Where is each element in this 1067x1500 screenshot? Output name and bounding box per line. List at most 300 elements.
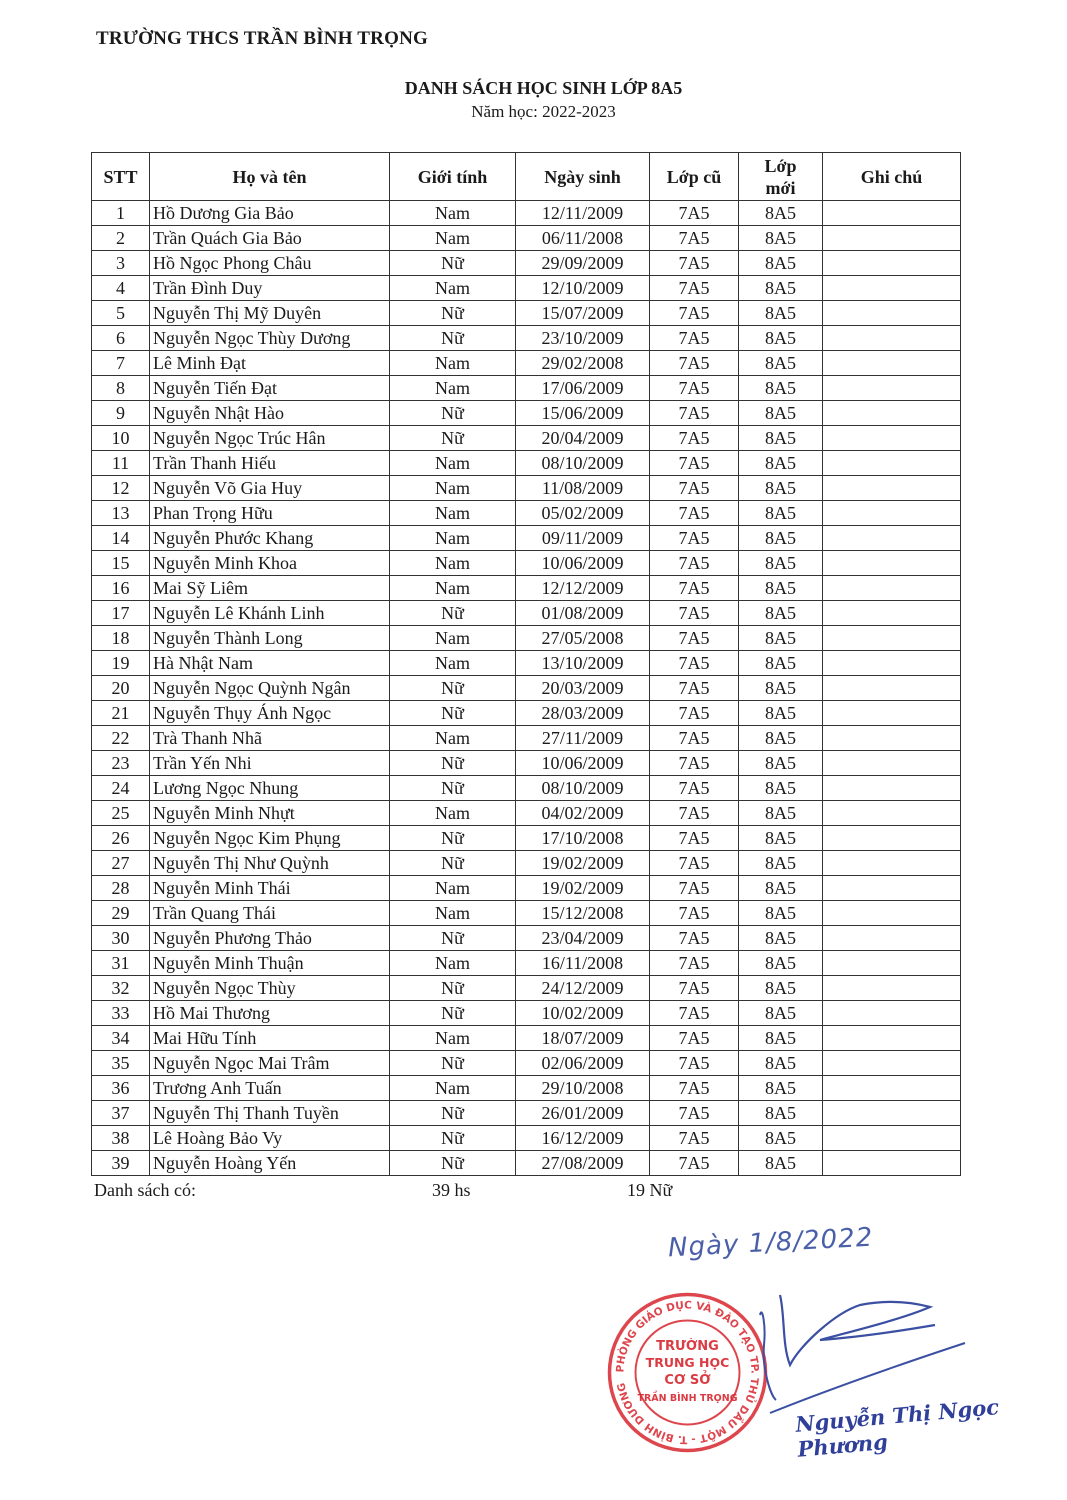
cell-gender: Nam [390, 376, 516, 401]
cell-note [823, 976, 961, 1001]
cell-note [823, 851, 961, 876]
table-row [92, 476, 961, 501]
cell-gender: Nam [390, 876, 516, 901]
cell-new-class: 8A5 [739, 576, 823, 601]
student-table [91, 152, 961, 1176]
cell-gender: Nữ [390, 826, 516, 851]
cell-gender: Nữ [390, 301, 516, 326]
cell-name: Trần Yến Nhi [150, 751, 390, 776]
cell-old-class: 7A5 [650, 501, 739, 526]
cell-dob: 10/06/2009 [516, 551, 650, 576]
cell-old-class: 7A5 [650, 626, 739, 651]
cell-old-class: 7A5 [650, 1026, 739, 1051]
cell-new-class: 8A5 [739, 201, 823, 226]
header-new-class-line2: mới [765, 177, 796, 198]
cell-dob: 12/11/2009 [516, 201, 650, 226]
cell-old-class: 7A5 [650, 476, 739, 501]
cell-dob: 13/10/2009 [516, 651, 650, 676]
cell-name: Phan Trọng Hữu [150, 501, 390, 526]
table-row [92, 376, 961, 401]
cell-old-class: 7A5 [650, 551, 739, 576]
cell-note [823, 801, 961, 826]
cell-old-class: 7A5 [650, 976, 739, 1001]
cell-old-class: 7A5 [650, 576, 739, 601]
cell-dob: 23/10/2009 [516, 326, 650, 351]
signer-name: Nguyễn Thị Ngọc Phương [794, 1394, 1000, 1462]
cell-old-class: 7A5 [650, 701, 739, 726]
cell-new-class: 8A5 [739, 551, 823, 576]
cell-name: Nguyễn Nhật Hào [150, 401, 390, 426]
cell-stt: 8 [92, 376, 150, 401]
cell-old-class: 7A5 [650, 726, 739, 751]
cell-name: Nguyễn Thành Long [150, 626, 390, 651]
header-gender: Giới tính [390, 153, 516, 201]
table-row [92, 501, 961, 526]
cell-dob: 20/03/2009 [516, 676, 650, 701]
cell-note [823, 551, 961, 576]
cell-new-class: 8A5 [739, 676, 823, 701]
cell-dob: 29/10/2008 [516, 1076, 650, 1101]
cell-name: Trần Quang Thái [150, 901, 390, 926]
cell-new-class: 8A5 [739, 926, 823, 951]
cell-stt: 28 [92, 876, 150, 901]
cell-dob: 26/01/2009 [516, 1101, 650, 1126]
cell-stt: 5 [92, 301, 150, 326]
cell-note [823, 576, 961, 601]
cell-new-class: 8A5 [739, 251, 823, 276]
cell-note [823, 876, 961, 901]
table-body [92, 201, 961, 1176]
cell-old-class: 7A5 [650, 1051, 739, 1076]
cell-old-class: 7A5 [650, 276, 739, 301]
cell-old-class: 7A5 [650, 401, 739, 426]
cell-new-class: 8A5 [739, 951, 823, 976]
cell-gender: Nữ [390, 776, 516, 801]
cell-name: Nguyễn Hoàng Yến [150, 1151, 390, 1176]
cell-note [823, 476, 961, 501]
cell-note [823, 401, 961, 426]
cell-note [823, 951, 961, 976]
cell-gender: Nữ [390, 251, 516, 276]
cell-gender: Nữ [390, 326, 516, 351]
summary-total: 39 hs [432, 1180, 471, 1200]
summary-label: Danh sách có: [94, 1180, 196, 1200]
cell-name: Lương Ngọc Nhung [150, 776, 390, 801]
cell-name: Nguyễn Phước Khang [150, 526, 390, 551]
cell-gender: Nam [390, 476, 516, 501]
cell-gender: Nữ [390, 1126, 516, 1151]
cell-dob: 08/10/2009 [516, 776, 650, 801]
cell-dob: 15/07/2009 [516, 301, 650, 326]
cell-old-class: 7A5 [650, 776, 739, 801]
cell-new-class: 8A5 [739, 1126, 823, 1151]
cell-new-class: 8A5 [739, 626, 823, 651]
cell-gender: Nữ [390, 1101, 516, 1126]
cell-gender: Nữ [390, 701, 516, 726]
cell-stt: 30 [92, 926, 150, 951]
cell-dob: 27/11/2009 [516, 726, 650, 751]
cell-note [823, 1126, 961, 1151]
seal-line-2: TRUNG HỌC [645, 1355, 730, 1370]
table-row [92, 901, 961, 926]
cell-gender: Nữ [390, 751, 516, 776]
cell-new-class: 8A5 [739, 751, 823, 776]
cell-note [823, 426, 961, 451]
cell-old-class: 7A5 [650, 926, 739, 951]
cell-stt: 13 [92, 501, 150, 526]
cell-old-class: 7A5 [650, 1151, 739, 1176]
cell-new-class: 8A5 [739, 451, 823, 476]
cell-stt: 32 [92, 976, 150, 1001]
cell-dob: 17/06/2009 [516, 376, 650, 401]
table-row [92, 876, 961, 901]
cell-new-class: 8A5 [739, 1151, 823, 1176]
cell-dob: 08/10/2009 [516, 451, 650, 476]
cell-dob: 15/06/2009 [516, 401, 650, 426]
cell-stt: 7 [92, 351, 150, 376]
cell-dob: 11/08/2009 [516, 476, 650, 501]
cell-name: Nguyễn Lê Khánh Linh [150, 601, 390, 626]
cell-new-class: 8A5 [739, 226, 823, 251]
cell-note [823, 1026, 961, 1051]
cell-name: Nguyễn Ngọc Quỳnh Ngân [150, 676, 390, 701]
cell-note [823, 251, 961, 276]
cell-new-class: 8A5 [739, 801, 823, 826]
cell-stt: 31 [92, 951, 150, 976]
cell-dob: 16/12/2009 [516, 1126, 650, 1151]
cell-stt: 22 [92, 726, 150, 751]
cell-old-class: 7A5 [650, 1126, 739, 1151]
cell-old-class: 7A5 [650, 876, 739, 901]
table-row [92, 201, 961, 226]
table-row [92, 276, 961, 301]
header-notes: Ghi chú [823, 153, 961, 201]
cell-new-class: 8A5 [739, 901, 823, 926]
table-row [92, 576, 961, 601]
cell-dob: 09/11/2009 [516, 526, 650, 551]
cell-old-class: 7A5 [650, 651, 739, 676]
cell-note [823, 1101, 961, 1126]
cell-name: Hồ Mai Thương [150, 1001, 390, 1026]
cell-old-class: 7A5 [650, 376, 739, 401]
cell-gender: Nam [390, 276, 516, 301]
cell-dob: 01/08/2009 [516, 601, 650, 626]
cell-note [823, 1001, 961, 1026]
cell-gender: Nữ [390, 976, 516, 1001]
cell-new-class: 8A5 [739, 301, 823, 326]
cell-name: Nguyễn Thị Như Quỳnh [150, 851, 390, 876]
cell-name: Nguyễn Tiến Đạt [150, 376, 390, 401]
cell-name: Trà Thanh Nhã [150, 726, 390, 751]
cell-old-class: 7A5 [650, 601, 739, 626]
cell-stt: 18 [92, 626, 150, 651]
cell-new-class: 8A5 [739, 1076, 823, 1101]
cell-name: Lê Minh Đạt [150, 351, 390, 376]
cell-dob: 27/08/2009 [516, 1151, 650, 1176]
table-row [92, 526, 961, 551]
cell-stt: 3 [92, 251, 150, 276]
cell-note [823, 501, 961, 526]
cell-dob: 12/10/2009 [516, 276, 650, 301]
cell-old-class: 7A5 [650, 751, 739, 776]
cell-stt: 20 [92, 676, 150, 701]
table-row [92, 626, 961, 651]
cell-old-class: 7A5 [650, 826, 739, 851]
cell-stt: 9 [92, 401, 150, 426]
cell-dob: 29/02/2008 [516, 351, 650, 376]
cell-name: Trương Anh Tuấn [150, 1076, 390, 1101]
cell-gender: Nữ [390, 1051, 516, 1076]
cell-stt: 21 [92, 701, 150, 726]
cell-gender: Nam [390, 226, 516, 251]
cell-note [823, 1051, 961, 1076]
cell-dob: 18/07/2009 [516, 1026, 650, 1051]
seal-line-3: CƠ SỞ [664, 1373, 711, 1388]
table-row [92, 1076, 961, 1101]
cell-note [823, 776, 961, 801]
cell-gender: Nam [390, 801, 516, 826]
cell-dob: 12/12/2009 [516, 576, 650, 601]
cell-name: Nguyễn Thị Mỹ Duyên [150, 301, 390, 326]
cell-gender: Nam [390, 726, 516, 751]
cell-name: Hồ Ngọc Phong Châu [150, 251, 390, 276]
cell-stt: 10 [92, 426, 150, 451]
cell-name: Mai Sỹ Liêm [150, 576, 390, 601]
cell-old-class: 7A5 [650, 1001, 739, 1026]
cell-note [823, 376, 961, 401]
cell-note [823, 326, 961, 351]
cell-note [823, 701, 961, 726]
table-row [92, 451, 961, 476]
cell-gender: Nữ [390, 426, 516, 451]
cell-name: Hồ Dương Gia Bảo [150, 201, 390, 226]
cell-new-class: 8A5 [739, 401, 823, 426]
cell-old-class: 7A5 [650, 1101, 739, 1126]
summary-female: 19 Nữ [627, 1180, 673, 1200]
cell-new-class: 8A5 [739, 1001, 823, 1026]
cell-old-class: 7A5 [650, 326, 739, 351]
cell-gender: Nam [390, 1026, 516, 1051]
table-row [92, 976, 961, 1001]
cell-name: Mai Hữu Tính [150, 1026, 390, 1051]
cell-note [823, 926, 961, 951]
cell-gender: Nam [390, 201, 516, 226]
cell-gender: Nam [390, 551, 516, 576]
cell-note [823, 351, 961, 376]
header-name: Họ và tên [150, 153, 390, 201]
cell-stt: 27 [92, 851, 150, 876]
cell-new-class: 8A5 [739, 276, 823, 301]
table-row [92, 601, 961, 626]
cell-name: Nguyễn Minh Khoa [150, 551, 390, 576]
school-year: Năm học: 2022-2023 [471, 102, 616, 121]
cell-new-class: 8A5 [739, 726, 823, 751]
cell-gender: Nam [390, 351, 516, 376]
cell-dob: 29/09/2009 [516, 251, 650, 276]
cell-old-class: 7A5 [650, 851, 739, 876]
cell-old-class: 7A5 [650, 526, 739, 551]
table-row [92, 726, 961, 751]
header-old-class: Lớp cũ [650, 153, 739, 201]
cell-stt: 36 [92, 1076, 150, 1101]
cell-dob: 15/12/2008 [516, 901, 650, 926]
table-row [92, 251, 961, 276]
cell-note [823, 301, 961, 326]
cell-note [823, 826, 961, 851]
cell-gender: Nữ [390, 926, 516, 951]
table-row [92, 351, 961, 376]
cell-stt: 33 [92, 1001, 150, 1026]
cell-stt: 14 [92, 526, 150, 551]
cell-stt: 39 [92, 1151, 150, 1176]
cell-dob: 16/11/2008 [516, 951, 650, 976]
header-new-class-line1: Lớp [764, 155, 797, 176]
cell-name: Nguyễn Phương Thảo [150, 926, 390, 951]
cell-stt: 19 [92, 651, 150, 676]
header-new-class [739, 153, 823, 201]
cell-gender: Nam [390, 451, 516, 476]
cell-dob: 27/05/2008 [516, 626, 650, 651]
cell-note [823, 901, 961, 926]
cell-gender: Nữ [390, 601, 516, 626]
table-row [92, 801, 961, 826]
cell-new-class: 8A5 [739, 351, 823, 376]
table-row [92, 301, 961, 326]
cell-name: Trần Quách Gia Bảo [150, 226, 390, 251]
table-row [92, 1051, 961, 1076]
cell-name: Nguyễn Võ Gia Huy [150, 476, 390, 501]
table-row [92, 851, 961, 876]
cell-gender: Nam [390, 626, 516, 651]
table-row [92, 1026, 961, 1051]
cell-name: Nguyễn Minh Thuận [150, 951, 390, 976]
cell-note [823, 1076, 961, 1101]
cell-gender: Nữ [390, 1001, 516, 1026]
cell-dob: 19/02/2009 [516, 851, 650, 876]
cell-new-class: 8A5 [739, 651, 823, 676]
cell-name: Trần Đình Duy [150, 276, 390, 301]
cell-gender: Nữ [390, 676, 516, 701]
cell-dob: 10/02/2009 [516, 1001, 650, 1026]
document-title: DANH SÁCH HỌC SINH LỚP 8A5 [404, 78, 683, 98]
cell-stt: 6 [92, 326, 150, 351]
cell-gender: Nam [390, 951, 516, 976]
cell-new-class: 8A5 [739, 976, 823, 1001]
cell-dob: 23/04/2009 [516, 926, 650, 951]
table-row [92, 676, 961, 701]
cell-new-class: 8A5 [739, 426, 823, 451]
cell-stt: 34 [92, 1026, 150, 1051]
cell-name: Nguyễn Ngọc Mai Trâm [150, 1051, 390, 1076]
cell-gender: Nam [390, 1076, 516, 1101]
cell-note [823, 676, 961, 701]
cell-dob: 10/06/2009 [516, 751, 650, 776]
table-row [92, 401, 961, 426]
cell-old-class: 7A5 [650, 801, 739, 826]
table-row [92, 1151, 961, 1176]
cell-gender: Nam [390, 651, 516, 676]
cell-name: Nguyễn Ngọc Thùy [150, 976, 390, 1001]
cell-name: Nguyễn Thụy Ánh Ngọc [150, 701, 390, 726]
cell-stt: 17 [92, 601, 150, 626]
cell-note [823, 651, 961, 676]
cell-name: Nguyễn Ngọc Trúc Hân [150, 426, 390, 451]
cell-stt: 23 [92, 751, 150, 776]
cell-gender: Nữ [390, 401, 516, 426]
cell-name: Trần Thanh Hiếu [150, 451, 390, 476]
table-row [92, 651, 961, 676]
cell-stt: 16 [92, 576, 150, 601]
cell-new-class: 8A5 [739, 501, 823, 526]
cell-note [823, 626, 961, 651]
cell-stt: 35 [92, 1051, 150, 1076]
cell-name: Nguyễn Minh Nhựt [150, 801, 390, 826]
table-row [92, 1126, 961, 1151]
cell-gender: Nam [390, 501, 516, 526]
cell-dob: 06/11/2008 [516, 226, 650, 251]
cell-old-class: 7A5 [650, 451, 739, 476]
cell-stt: 29 [92, 901, 150, 926]
cell-note [823, 726, 961, 751]
table-row [92, 951, 961, 976]
cell-new-class: 8A5 [739, 1101, 823, 1126]
cell-name: Nguyễn Thị Thanh Tuyền [150, 1101, 390, 1126]
header-dob: Ngày sinh [516, 153, 650, 201]
cell-old-class: 7A5 [650, 676, 739, 701]
table-row [92, 326, 961, 351]
table-row [92, 826, 961, 851]
cell-stt: 12 [92, 476, 150, 501]
handwritten-date: Ngày 1/8/2022 [667, 1222, 874, 1264]
cell-new-class: 8A5 [739, 601, 823, 626]
cell-stt: 26 [92, 826, 150, 851]
signature [740, 1275, 970, 1420]
cell-stt: 4 [92, 276, 150, 301]
seal-ring-text: PHÒNG GIÁO DỤC VÀ ĐÀO TẠO TP. THỦ DẦU MỘT - T. BÌNH DƯƠNG [614, 1299, 761, 1446]
table-row [92, 551, 961, 576]
cell-gender: Nam [390, 901, 516, 926]
cell-note [823, 201, 961, 226]
table-row [92, 1001, 961, 1026]
cell-new-class: 8A5 [739, 851, 823, 876]
cell-new-class: 8A5 [739, 776, 823, 801]
cell-stt: 2 [92, 226, 150, 251]
cell-note [823, 526, 961, 551]
cell-note [823, 1151, 961, 1176]
cell-gender: Nam [390, 576, 516, 601]
table-row [92, 926, 961, 951]
cell-note [823, 451, 961, 476]
cell-note [823, 226, 961, 251]
cell-gender: Nam [390, 526, 516, 551]
cell-note [823, 276, 961, 301]
table-row [92, 1101, 961, 1126]
cell-stt: 24 [92, 776, 150, 801]
cell-new-class: 8A5 [739, 876, 823, 901]
cell-new-class: 8A5 [739, 376, 823, 401]
cell-dob: 20/04/2009 [516, 426, 650, 451]
cell-new-class: 8A5 [739, 476, 823, 501]
cell-old-class: 7A5 [650, 1076, 739, 1101]
cell-new-class: 8A5 [739, 1026, 823, 1051]
cell-new-class: 8A5 [739, 826, 823, 851]
cell-name: Nguyễn Minh Thái [150, 876, 390, 901]
table-row [92, 426, 961, 451]
cell-name: Hà Nhật Nam [150, 651, 390, 676]
cell-note [823, 601, 961, 626]
cell-stt: 25 [92, 801, 150, 826]
cell-old-class: 7A5 [650, 426, 739, 451]
